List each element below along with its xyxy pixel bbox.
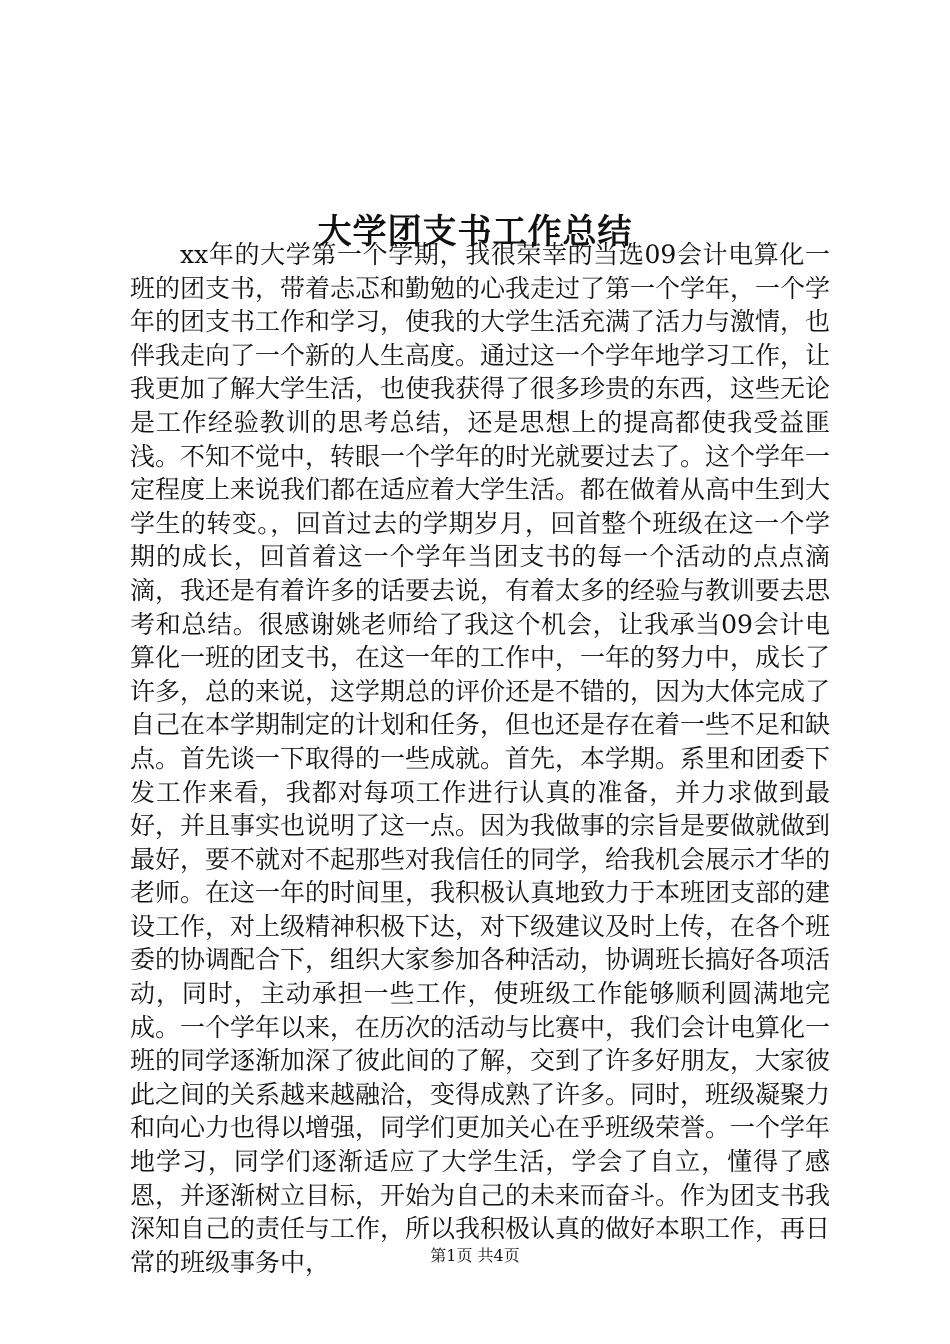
document-title: 大学团支书工作总结	[317, 211, 633, 252]
document-body-paragraph: xx年的大学第一个学期，我很荣幸的当选09会计电算化一班的团支书，带着忐忑和勤勉的心我走过了第一个学年，一个学年的团支书工作和学习，使我的大学生活充满了活力与激情，也伴我走向了一个新的人生高度。通过这一个学年地学习工作，让我更加了解大学生活，也使我获得了很多珍贵的东西，这些无论是工作经验教训的思考总结，还是思想上的提高都使我受益匪浅。不知不觉中，转眼一个学年的时光就要过去了。这个学年一定程度上来说我们都在适应着大学生活。都在做着从高中生到大学生的转变。，回首过去的学期岁月，回首整个班级在这一个学期的成长，回首着这一个学年当团支书的每一个活动的点点滴滴，我还是有着许多的话要去说，有着太多的经验与教训要去思考和总结。很感谢姚老师给了我这个机会，让我承当09会计电算化一班的团支书，在这一年的工作中，一年的努力中，成长了许多，总的来说，这学期总的评价还是不错的，因为大体完成了自己在本学期制定的计划和任务，但也还是存在着一些不足和缺点。首先谈一下取得的一些成就。首先，本学期。系里和团委下发工作来看，我都对每项工作进行认真的准备，并力求做到最好，并且事实也说明了这一点。因为我做事的宗旨是要做就做到最好，要不就对不起那些对我信任的同学，给我机会展示才华的老师。在这一年的时间里，我积极认真地致力于本班团支部的建设工作，对上级精神积极下达，对下级建议及时上传，在各个班委的协调配合下，组织大家参加各种活动，协调班长搞好各项活动，同时，主动承担一些工作，使班级工作能够顺利圆满地完成。一个学年以来，在历次的活动与比赛中，我们会计电算化一班的同学逐渐加深了彼此间的了解，交到了许多好朋友，大家彼此之间的关系越来越融洽，变得成熟了许多。同时，班级凝聚力和向心力也得以增强，同学们更加关心在乎班级荣誉。一个学年地学习，同学们逐渐适应了大学生活，学会了自立，懂得了感恩，并逐渐树立目标，开始为自己的未来而奋斗。作为团支书我深知自己的责任与工作，所以我积极认真的做好本职工作，再日常的班级事务中，	[130, 240, 831, 1277]
page-footer-number: 第1页 共4页	[430, 1246, 520, 1265]
